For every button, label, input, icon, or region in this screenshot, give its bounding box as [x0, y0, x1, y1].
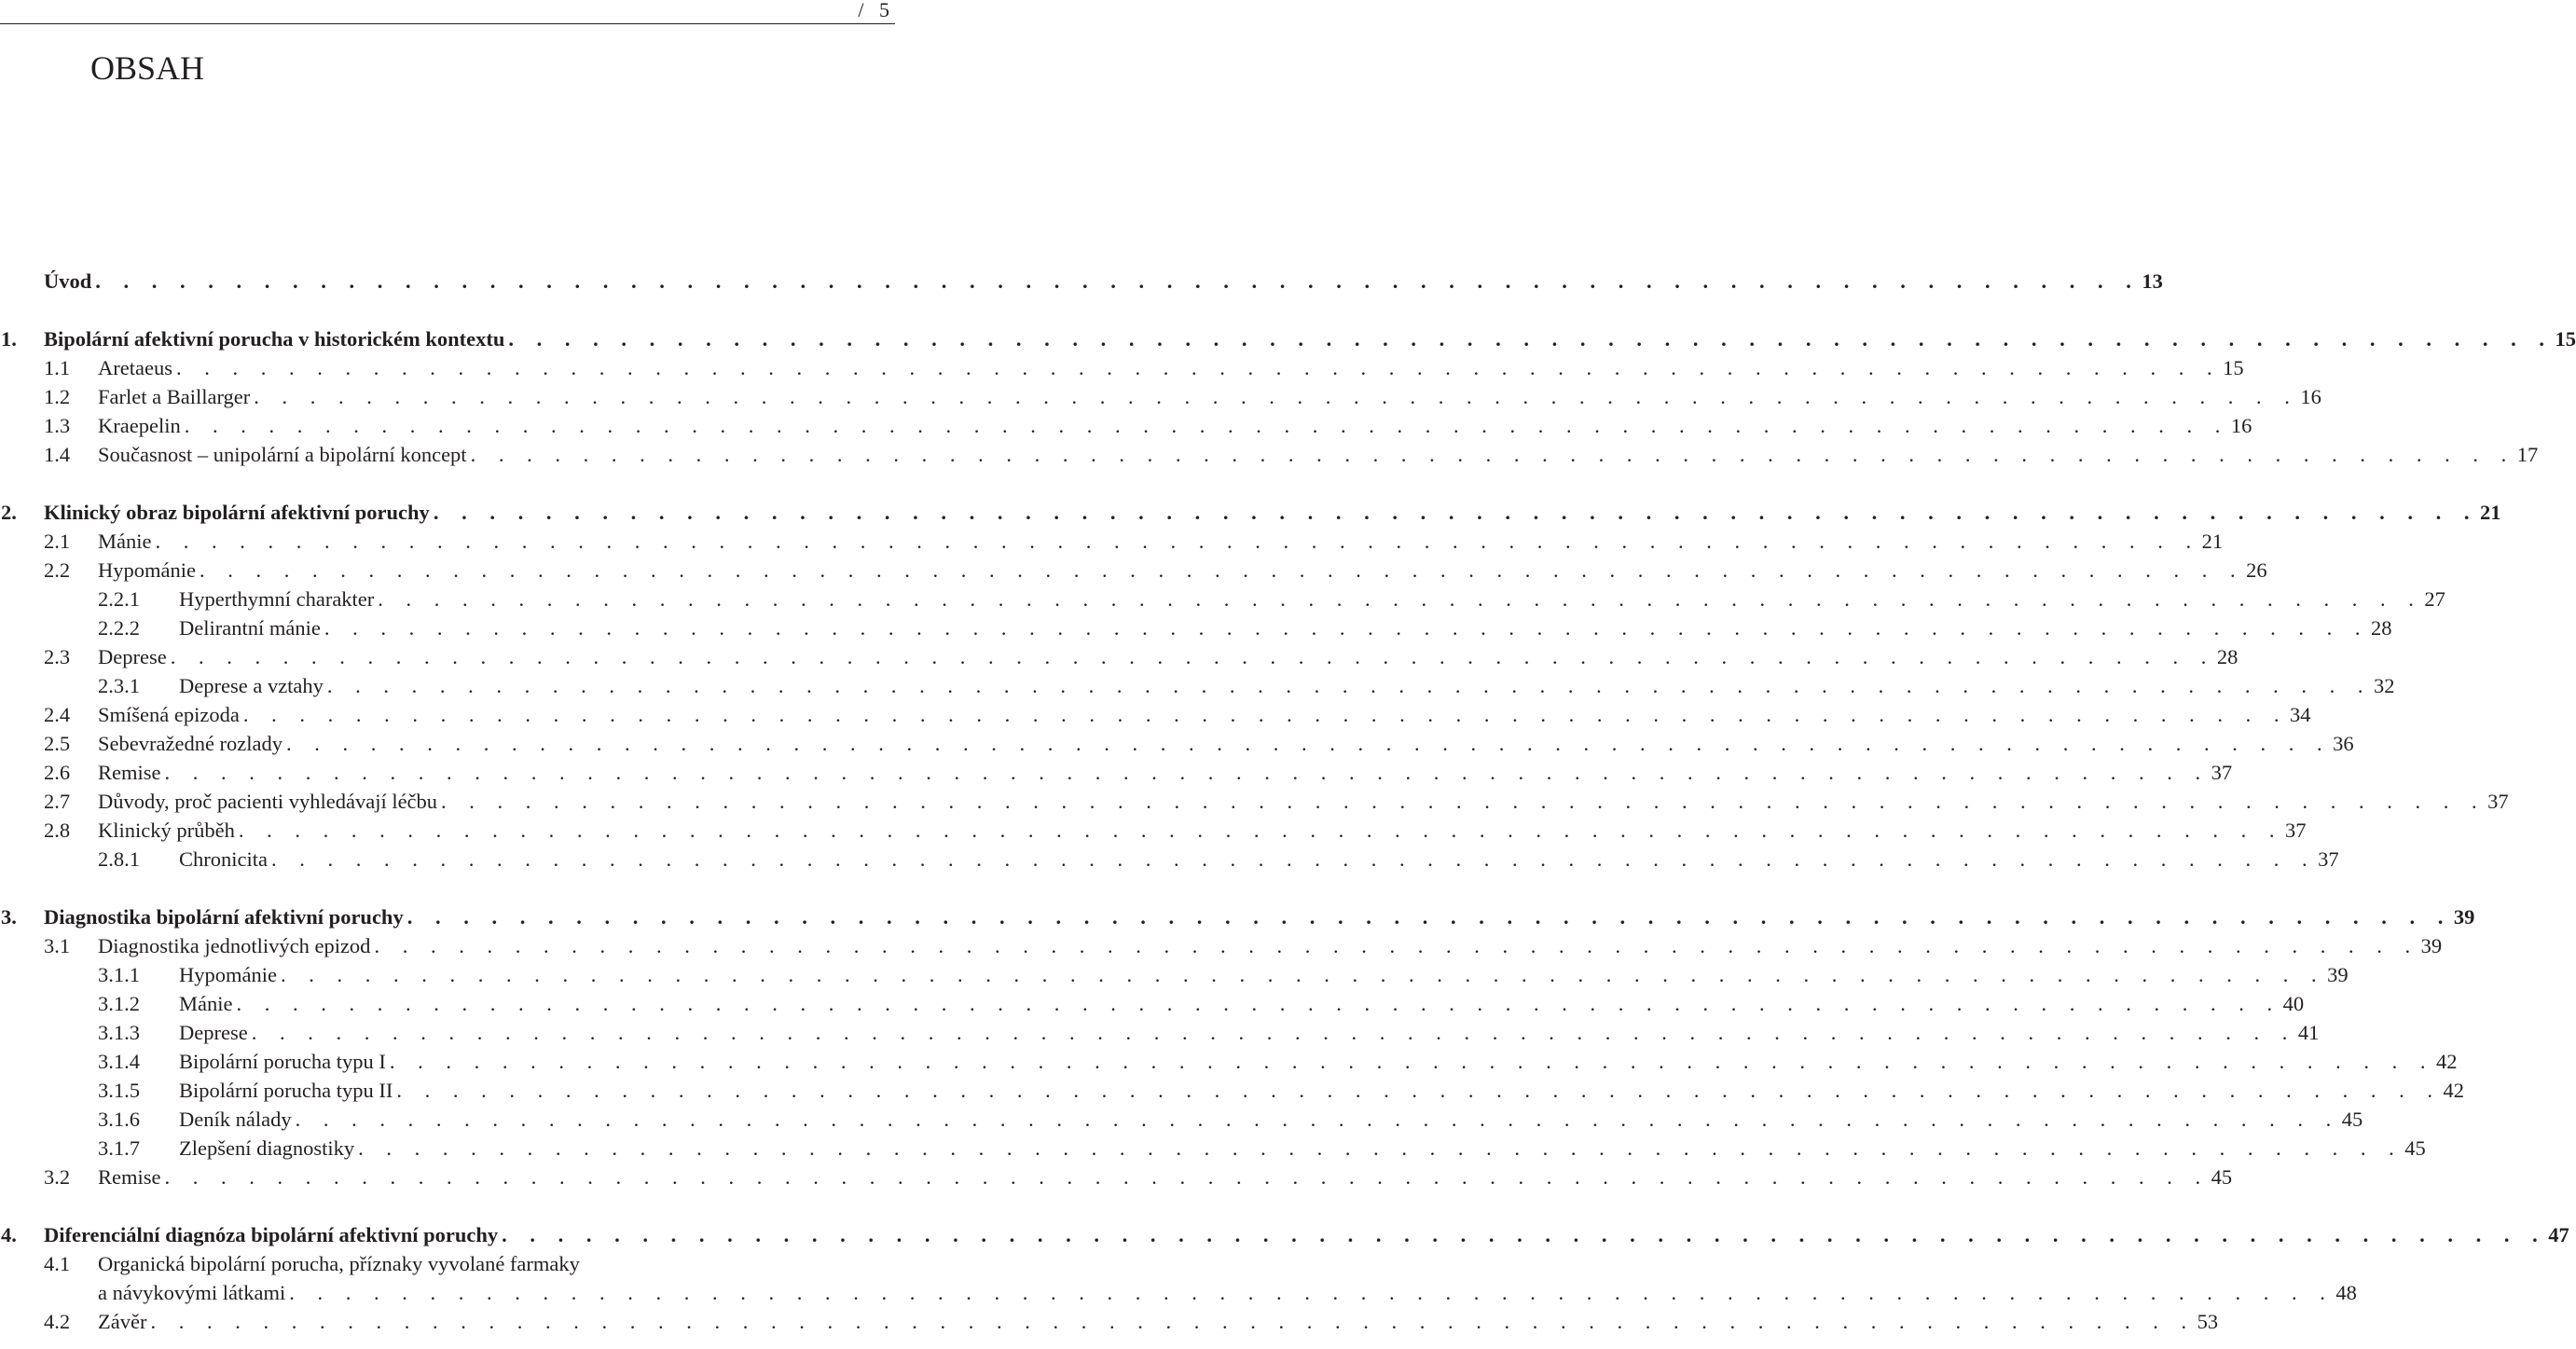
- toc-entry-title: Sebevražedné rozlady: [98, 729, 286, 758]
- toc-entry-number: 3.1: [44, 934, 71, 957]
- toc-entry-number: 2.2: [44, 558, 71, 582]
- toc-entry-title: Kraepelin: [98, 411, 185, 440]
- toc-entry-title: Diagnostika jednotlivých epizod: [98, 931, 374, 960]
- toc-entry[interactable]: [0, 324, 2576, 353]
- toc-entry-page: 26: [2246, 558, 2267, 582]
- toc-entry[interactable]: [0, 845, 2339, 874]
- toc-entry-number: 4.2: [44, 1310, 71, 1333]
- toc-dot-leader: . . . . . . . . . . . . . . . . . . . . . . . . . . . . . . . . . . . . . . . . . . . . . . . . . . . . . . . . . . . . . . . . . . . . . . . . .: [280, 963, 2326, 986]
- toc-entry-page: 32: [2374, 674, 2395, 697]
- toc-entry-title: Remise: [98, 1163, 165, 1191]
- toc-dot-leader: . . . . . . . . . . . . . . . . . . . . . . . . . . . . . . . . . . . . . . . . . . . . . . . . . . . . . . . . . . . . . . . . . . . . . . . . .: [254, 385, 2299, 408]
- toc-entry[interactable]: [0, 411, 2252, 440]
- toc-dot-leader: . . . . . . . . . . . . . . . . . . . . . . . . . . . . . . . . . . . . . . . . . . . . . . . . . . . . . . . . . . . . . . . . . . . . . . . . .: [441, 790, 2486, 813]
- toc-entry-number: 2.8.1: [98, 847, 140, 871]
- toc-entry-page: 39: [2453, 905, 2475, 929]
- toc-entry[interactable]: [0, 1249, 891, 1278]
- toc-dot-leader: . . . . . . . . . . . . . . . . . . . . . . . . . . . . . . . . . . . . . . . . . . . . . . . . . . . . . . . . . . . . . . . . . . . . . . . . .: [433, 501, 2478, 524]
- toc-entry[interactable]: [0, 353, 2244, 382]
- toc-entry-page: 28: [2370, 616, 2392, 640]
- toc-entry[interactable]: [0, 1047, 2458, 1076]
- toc-entry-number: 4.1: [44, 1252, 71, 1275]
- toc-entry-page: 15: [2223, 356, 2244, 379]
- toc-entry[interactable]: [0, 1076, 2464, 1105]
- toc-entry-page: 45: [2341, 1108, 2363, 1131]
- toc-entry-number: 2.1: [44, 530, 71, 553]
- toc-entry[interactable]: [0, 1163, 2233, 1191]
- toc-entry-title: Zlepšení diagnostiky: [179, 1134, 358, 1163]
- toc-entry-title: Klinický průběh: [98, 816, 239, 845]
- toc-entry-title: Mánie: [98, 527, 155, 556]
- toc-entry-page: 42: [2435, 1050, 2458, 1073]
- toc-entry[interactable]: [0, 1018, 2320, 1047]
- toc-entry-number: 3.2: [44, 1165, 71, 1189]
- toc-entry-page: 27: [2424, 587, 2445, 611]
- toc-entry-title: Mánie: [179, 989, 236, 1018]
- toc-entry-title: Úvod: [44, 267, 95, 296]
- toc-entry-title: Remise: [98, 758, 165, 787]
- toc-entry-title: Deprese: [98, 642, 171, 671]
- toc-entry-page: 45: [2211, 1165, 2233, 1189]
- toc-entry-number: 2.4: [44, 703, 71, 726]
- toc-entry-number: 3.1.6: [98, 1108, 140, 1131]
- toc-entry-number: 3.1.5: [98, 1079, 140, 1102]
- toc-entry[interactable]: [0, 613, 2392, 642]
- toc-entry-number: 3.1.4: [98, 1050, 140, 1073]
- toc-dot-leader: . . . . . . . . . . . . . . . . . . . . . . . . . . . . . . . . . . . . . . . . . . . . . . . . . . . . . . . . . . . . . . . . . . . . . . . . .: [170, 645, 2215, 668]
- toc-dot-leader: . . . . . . . . . . . . . . . . . . . . . . . . . . . . . . . . . . . . . . . . . . . . . . . . . . . . . . . . . . . . . . . . . . . . . . . . .: [286, 732, 2332, 755]
- toc-dot-leader: . . . . . . . . . . . . . . . . . . . . . . . . . . . . . . . . . . . . . . . . . . . . . . . . . . . . . . . . . . . . . . . . . . . . . . . . .: [150, 1310, 2196, 1333]
- toc-entry-title: Deník nálady: [179, 1105, 296, 1134]
- toc-dot-leader: . . . . . . . . . . . . . . . . . . . . . . . . . . . . . . . . . . . . . . . . . . . . . . . . . . . . . . . . . . . . . . . . . . . . . . . . .: [378, 587, 2423, 611]
- toc-entry-page: 48: [2335, 1281, 2357, 1304]
- toc-dot-leader: . . . . . . . . . . . . . . . . . . . . . . . . . . . . . . . . . . . . . . . . . . . . . . . . . . . . . . . . . . . . . . . . . . . . . . . . .: [175, 356, 2222, 379]
- toc-entry-page: 47: [2548, 1223, 2569, 1246]
- toc-dot-leader: . . . . . . . . . . . . . . . . . . . . . . . . . . . . . . . . . . . . . . . . . . . . . . . . . . . . . . . . . . . . . . . . . . . . . . . . .: [270, 847, 2317, 871]
- toc-dot-leader: . . . . . . . . . . . . . . . . . . . . . . . . . . . . . . . . . . . . . . . . . . . . . . . . . . . . . . . . . . . . . . . . . . . . . . . . .: [358, 1136, 2404, 1160]
- toc-entry[interactable]: [0, 642, 2239, 671]
- toc-entry[interactable]: [0, 382, 2321, 411]
- toc-entry-title: Bipolární afektivní porucha v historickém kontextu: [44, 324, 508, 353]
- toc-entry-title: Aretaeus: [98, 353, 176, 382]
- toc-entry-title: Deprese: [179, 1018, 252, 1047]
- toc-entry[interactable]: [0, 902, 2475, 931]
- toc-entry[interactable]: [0, 758, 2233, 787]
- toc-entry-number: 2.3: [44, 645, 71, 668]
- toc-dot-leader: . . . . . . . . . . . . . . . . . . . . . . . . . . . . . . . . . . . . . . . . . . . . . . . . . . . . . . . . . . . . . . . . . . . . . . . . .: [295, 1108, 2340, 1131]
- toc-entry[interactable]: [0, 1105, 2363, 1134]
- toc-entry-title: Hypománie: [98, 556, 200, 585]
- toc-entry-number: 2.2.1: [98, 587, 140, 611]
- toc-entry-page: 39: [2420, 934, 2443, 957]
- toc-entry[interactable]: [0, 960, 2349, 989]
- toc-dot-leader: . . . . . . . . . . . . . . . . . . . . . . . . . . . . . . . . . . . . . . . . . . . . . . . . . . . . . . . . . . . . . . . . . . . . . . . . .: [155, 530, 2200, 553]
- toc-entry-title: Diferenciální diagnóza bipolární afektivní poruchy: [44, 1220, 502, 1249]
- toc-entry-page: 15: [2555, 327, 2576, 351]
- toc-dot-leader: . . . . . . . . . . . . . . . . . . . . . . . . . . . . . . . . . . . . . . . . . . . . . . . . . . . . . . . . . . . . . . . . . . . . . . . . .: [236, 992, 2281, 1015]
- toc-entry[interactable]: [0, 787, 2509, 816]
- toc-entry-title: Delirantní mánie: [179, 613, 324, 642]
- toc-dot-leader: . . . . . . . . . . . . . . . . . . . . . . . . . . . . . . . . . . . . . . . . . . . . . . . . . . . . . . . . . . . . . . . . . . . . . . . . .: [502, 1223, 2547, 1246]
- toc-entry-page: 16: [2300, 385, 2321, 408]
- toc-entry-page: 45: [2404, 1136, 2426, 1160]
- toc-entry[interactable]: [0, 1220, 2569, 1249]
- toc-dot-leader: . . . . . . . . . . . . . . . . . . . . . . . . . . . . . . . . . . . . . . . . . . . . . . . . . . . . . . . . . . . . . . . . . . . . . . . . .: [238, 819, 2283, 842]
- toc-dot-leader: . . . . . . . . . . . . . . . . . . . . . . . . . . . . . . . . . . . . . . . . . . . . . . . . . . . . . . . . . . . . . . . . . . . . . . . . .: [251, 1021, 2296, 1044]
- toc-entry-page: 17: [2516, 443, 2539, 466]
- toc-entry-page: 21: [2201, 530, 2224, 553]
- toc-entry-title: Chronicita: [179, 845, 271, 874]
- toc-entry-title: Farlet a Baillarger: [98, 382, 254, 411]
- toc-entry-title: Organická bipolární porucha, příznaky vyvolané farmaky: [98, 1249, 584, 1278]
- toc-entry-number: 1.4: [44, 443, 71, 466]
- toc-entry[interactable]: [0, 527, 2224, 556]
- toc-entry-page: 13: [2142, 269, 2163, 293]
- toc-entry[interactable]: [0, 1307, 2219, 1336]
- toc-entry-title: Bipolární porucha typu II: [179, 1076, 396, 1105]
- toc-entry[interactable]: [0, 700, 2311, 729]
- toc-entry-title: Bipolární porucha typu I: [179, 1047, 390, 1076]
- toc-entry-number: 3.1.3: [98, 1021, 140, 1044]
- toc-dot-leader: . . . . . . . . . . . . . . . . . . . . . . . . . . . . . . . . . . . . . . . . . . . . . . . . . . . . . . . . . . . . . . . . . . . . . . . . .: [374, 934, 2419, 957]
- toc-entry-page: 39: [2327, 963, 2349, 986]
- toc-entry-number: 1.: [1, 327, 17, 351]
- toc-entry[interactable]: [0, 1134, 2426, 1163]
- toc-entry-page: 37: [2487, 790, 2509, 813]
- toc-entry-page: 53: [2197, 1310, 2219, 1333]
- toc-dot-leader: . . . . . . . . . . . . . . . . . . . . . . . . . . . . . . . . . . . . . . . . . . . . . . . . . . . . . . . . . . . . . . . . . . . . . . . . .: [184, 414, 2229, 437]
- page-title: OBSAH: [90, 49, 205, 87]
- toc-entry-title: Důvody, proč pacienti vyhledávají léčbu: [98, 787, 441, 816]
- toc-dot-leader: . . . . . . . . . . . . . . . . . . . . . . . . . . . . . . . . . . . . . . . . . . . . . . . . . . . . . . . . . . . . . . . . . . . . . . . . .: [289, 1281, 2335, 1304]
- toc-entry-page: 41: [2297, 1021, 2320, 1044]
- toc-dot-leader: . . . . . . . . . . . . . . . . . . . . . . . . . . . . . . . . . . . . . . . . . . . . . . . . . . . . . . . . . . . . . . . . . . . . . . . . .: [326, 674, 2373, 697]
- toc-entry-title: Deprese a vztahy: [179, 671, 327, 700]
- toc-entry-number: 2.8: [44, 819, 71, 842]
- toc-entry-title: Diagnostika bipolární afektivní poruchy: [44, 902, 407, 931]
- toc-entry-page: 28: [2216, 645, 2239, 668]
- toc-entry-number: 2.3.1: [98, 674, 140, 697]
- toc-entry-number: 2.7: [44, 790, 71, 813]
- toc-dot-leader: . . . . . . . . . . . . . . . . . . . . . . . . . . . . . . . . . . . . . . . . . . . . . . . . . . . . . . . . . . . . . . . . . . . . . . . . .: [199, 558, 2245, 582]
- toc-entry-page: 42: [2443, 1079, 2464, 1102]
- toc-entry-number: 2.2.2: [98, 616, 140, 640]
- toc-entry-number: 3.: [1, 905, 17, 929]
- toc-entry-number: 3.1.2: [98, 992, 140, 1015]
- toc-entry-number: 1.1: [44, 356, 71, 379]
- toc-entry-title: Závěr: [98, 1307, 150, 1336]
- toc-entry-number: 3.1.7: [98, 1136, 140, 1160]
- toc-entry-number: 1.2: [44, 385, 71, 408]
- toc-entry-page: 21: [2479, 501, 2501, 524]
- toc-entry[interactable]: [0, 440, 2539, 469]
- toc-entry-page: 37: [2318, 847, 2339, 871]
- toc-entry-title: Hyperthymní charakter: [179, 585, 378, 613]
- toc-entry-page: 37: [2211, 761, 2233, 784]
- toc-entry[interactable]: [0, 931, 2443, 960]
- toc-dot-leader: . . . . . . . . . . . . . . . . . . . . . . . . . . . . . . . . . . . . . . . . . . . . . . . . . . . . . . . . . . . . . . . . . . . . . . . . .: [396, 1079, 2442, 1102]
- page-number: / 5: [858, 0, 889, 21]
- toc-dot-leader: . . . . . . . . . . . . . . . . . . . . . . . . . . . . . . . . . . . . . . . . . . . . . . . . . . . . . . . . . . . . . . . . . . . . . . . . .: [406, 905, 2452, 929]
- toc-entry-number: 4.: [1, 1223, 17, 1246]
- toc-entry[interactable]: [0, 989, 2305, 1018]
- toc-entry-page: 40: [2282, 992, 2305, 1015]
- toc-entry[interactable]: [0, 816, 2307, 845]
- toc-entry-title: a návykovými látkami: [98, 1278, 289, 1307]
- toc-dot-leader: . . . . . . . . . . . . . . . . . . . . . . . . . . . . . . . . . . . . . . . . . . . . . . . . . . . . . . . . . . . . . . . . . . . . . . . . .: [470, 443, 2515, 466]
- toc-entry-number: 2.5: [44, 732, 71, 755]
- toc-dot-leader: . . . . . . . . . . . . . . . . . . . . . . . . . . . . . . . . . . . . . . . . . . . . . . . . . . . . . . . . . . . . . . . . . . . . . . . . .: [324, 616, 2369, 640]
- toc-entry-number: 1.3: [44, 414, 71, 437]
- toc-entry[interactable]: [0, 585, 2445, 613]
- toc-entry-title: Klinický obraz bipolární afektivní poruchy: [44, 498, 434, 527]
- toc-entry-title: Současnost – unipolární a bipolární koncept: [98, 440, 471, 469]
- toc-dot-leader: . . . . . . . . . . . . . . . . . . . . . . . . . . . . . . . . . . . . . . . . . . . . . . . . . . . . . . . . . . . . . . . . . . . . . . . . .: [95, 269, 2141, 293]
- toc-dot-leader: . . . . . . . . . . . . . . . . . . . . . . . . . . . . . . . . . . . . . . . . . . . . . . . . . . . . . . . . . . . . . . . . . . . . . . . . .: [389, 1050, 2434, 1073]
- toc-entry[interactable]: [0, 267, 2163, 296]
- toc-entry-page: 36: [2333, 732, 2354, 755]
- toc-entry[interactable]: [0, 498, 2501, 527]
- toc-entry-title: Hypománie: [179, 960, 281, 989]
- toc-entry-number: 2.6: [44, 761, 71, 784]
- toc-entry-page: 37: [2284, 819, 2307, 842]
- toc-entry-number: 3.1.1: [98, 963, 140, 986]
- toc-entry-title: Smíšená epizoda: [98, 700, 243, 729]
- toc-dot-leader: . . . . . . . . . . . . . . . . . . . . . . . . . . . . . . . . . . . . . . . . . . . . . . . . . . . . . . . . . . . . . . . . . . . . . . . . .: [164, 1165, 2210, 1189]
- toc-entry-page: 34: [2289, 703, 2311, 726]
- toc-dot-leader: . . . . . . . . . . . . . . . . . . . . . . . . . . . . . . . . . . . . . . . . . . . . . . . . . . . . . . . . . . . . . . . . . . . . . . . . .: [508, 327, 2554, 351]
- toc-dot-leader: . . . . . . . . . . . . . . . . . . . . . . . . . . . . . . . . . . . . . . . . . . . . . . . . . . . . . . . . . . . . . . . . . . . . . . . . .: [164, 761, 2210, 784]
- toc-dot-leader: . . . . . . . . . . . . . . . . . . . . . . . . . . . . . . . . . . . . . . . . . . . . . . . . . . . . . . . . . . . . . . . . . . . . . . . . .: [242, 703, 2288, 726]
- toc-entry[interactable]: [0, 729, 2354, 758]
- toc-entry-number: 2.: [1, 501, 17, 524]
- toc-entry[interactable]: [0, 556, 2267, 585]
- toc-entry[interactable]: [0, 1278, 2357, 1307]
- toc-entry[interactable]: [0, 671, 2395, 700]
- toc-entry-page: 16: [2230, 414, 2252, 437]
